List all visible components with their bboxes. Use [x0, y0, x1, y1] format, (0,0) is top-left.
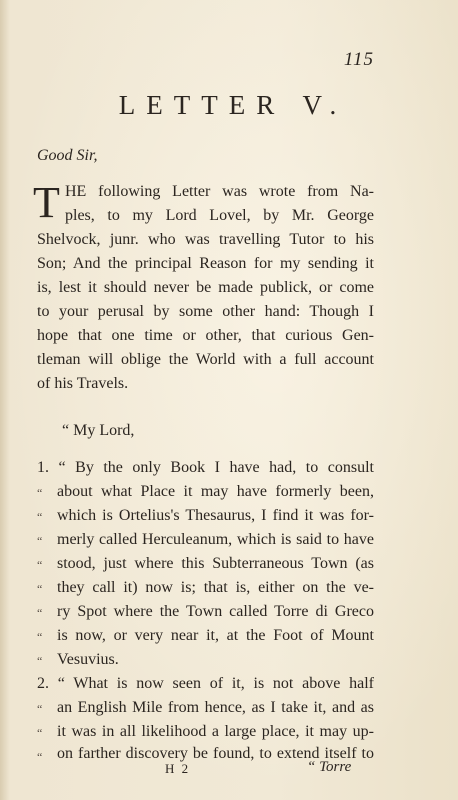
- body-line: tleman will oblige the World with a full account: [37, 351, 374, 368]
- drop-cap: T: [33, 178, 60, 227]
- quoted-line: they call it) now is; that is, either on the ve-: [57, 579, 374, 596]
- quoted-line: is now, or very near it, at the Foot of Mount: [57, 627, 374, 644]
- quote-mark: “: [37, 606, 43, 620]
- quoted-line: about what Place it may have formerly been,: [57, 483, 374, 500]
- quoted-line: Vesuvius.: [57, 651, 119, 668]
- quote-mark: “: [37, 726, 43, 740]
- quoted-line: merly called Herculeanum, which is said to have: [57, 531, 374, 548]
- body-line: HE following Letter was wrote from Na-: [65, 183, 374, 200]
- quoted-line: 1. “ By the only Book I have had, to consult: [37, 459, 374, 476]
- letter-salutation: “ My Lord,: [62, 422, 135, 439]
- body-line: ples, to my Lord Lovel, by Mr. George: [65, 207, 374, 224]
- signature-mark: H 2: [165, 761, 191, 776]
- quoted-line: 2. “ What is now seen of it, is not above half: [37, 675, 374, 692]
- quote-mark: “: [37, 630, 43, 644]
- quote-mark: “: [37, 558, 43, 572]
- quote-mark: “: [37, 510, 43, 524]
- quoted-line: ry Spot where the Town called Torre di Greco: [57, 603, 374, 620]
- quote-mark: “: [37, 486, 43, 500]
- quoted-line: an English Mile from hence, as I take it, and as: [57, 699, 374, 716]
- quoted-line: stood, just where this Subterraneous Town (as: [57, 555, 374, 572]
- catchword: “ Torre: [307, 759, 352, 775]
- quote-mark: “: [37, 534, 43, 548]
- quote-mark: “: [37, 702, 43, 716]
- quote-mark: “: [37, 750, 43, 764]
- body-line: Son; And the principal Reason for my sending it: [37, 255, 374, 272]
- body-line: hope that one time or other, that curious Gen-: [37, 327, 374, 344]
- body-line: is, lest it should never be made publick, or come: [37, 279, 374, 296]
- letter-heading: LETTER V.: [118, 90, 348, 120]
- body-line: of his Travels.: [37, 375, 129, 392]
- quote-mark: “: [37, 654, 43, 668]
- body-line: Shelvock, junr. who was travelling Tutor to his: [37, 231, 374, 248]
- quoted-line: on farther discovery be found, to extend itself to: [57, 745, 374, 762]
- quote-mark: “: [37, 582, 43, 596]
- salutation: Good Sir,: [37, 147, 98, 164]
- quoted-line: which is Ortelius's Thesaurus, I find it was for-: [57, 507, 374, 524]
- page-number: 115: [343, 49, 374, 70]
- quoted-line: it was in all likelihood a large place, it may up-: [57, 723, 374, 740]
- body-line: to your perusal by some other hand: Though I: [37, 303, 374, 320]
